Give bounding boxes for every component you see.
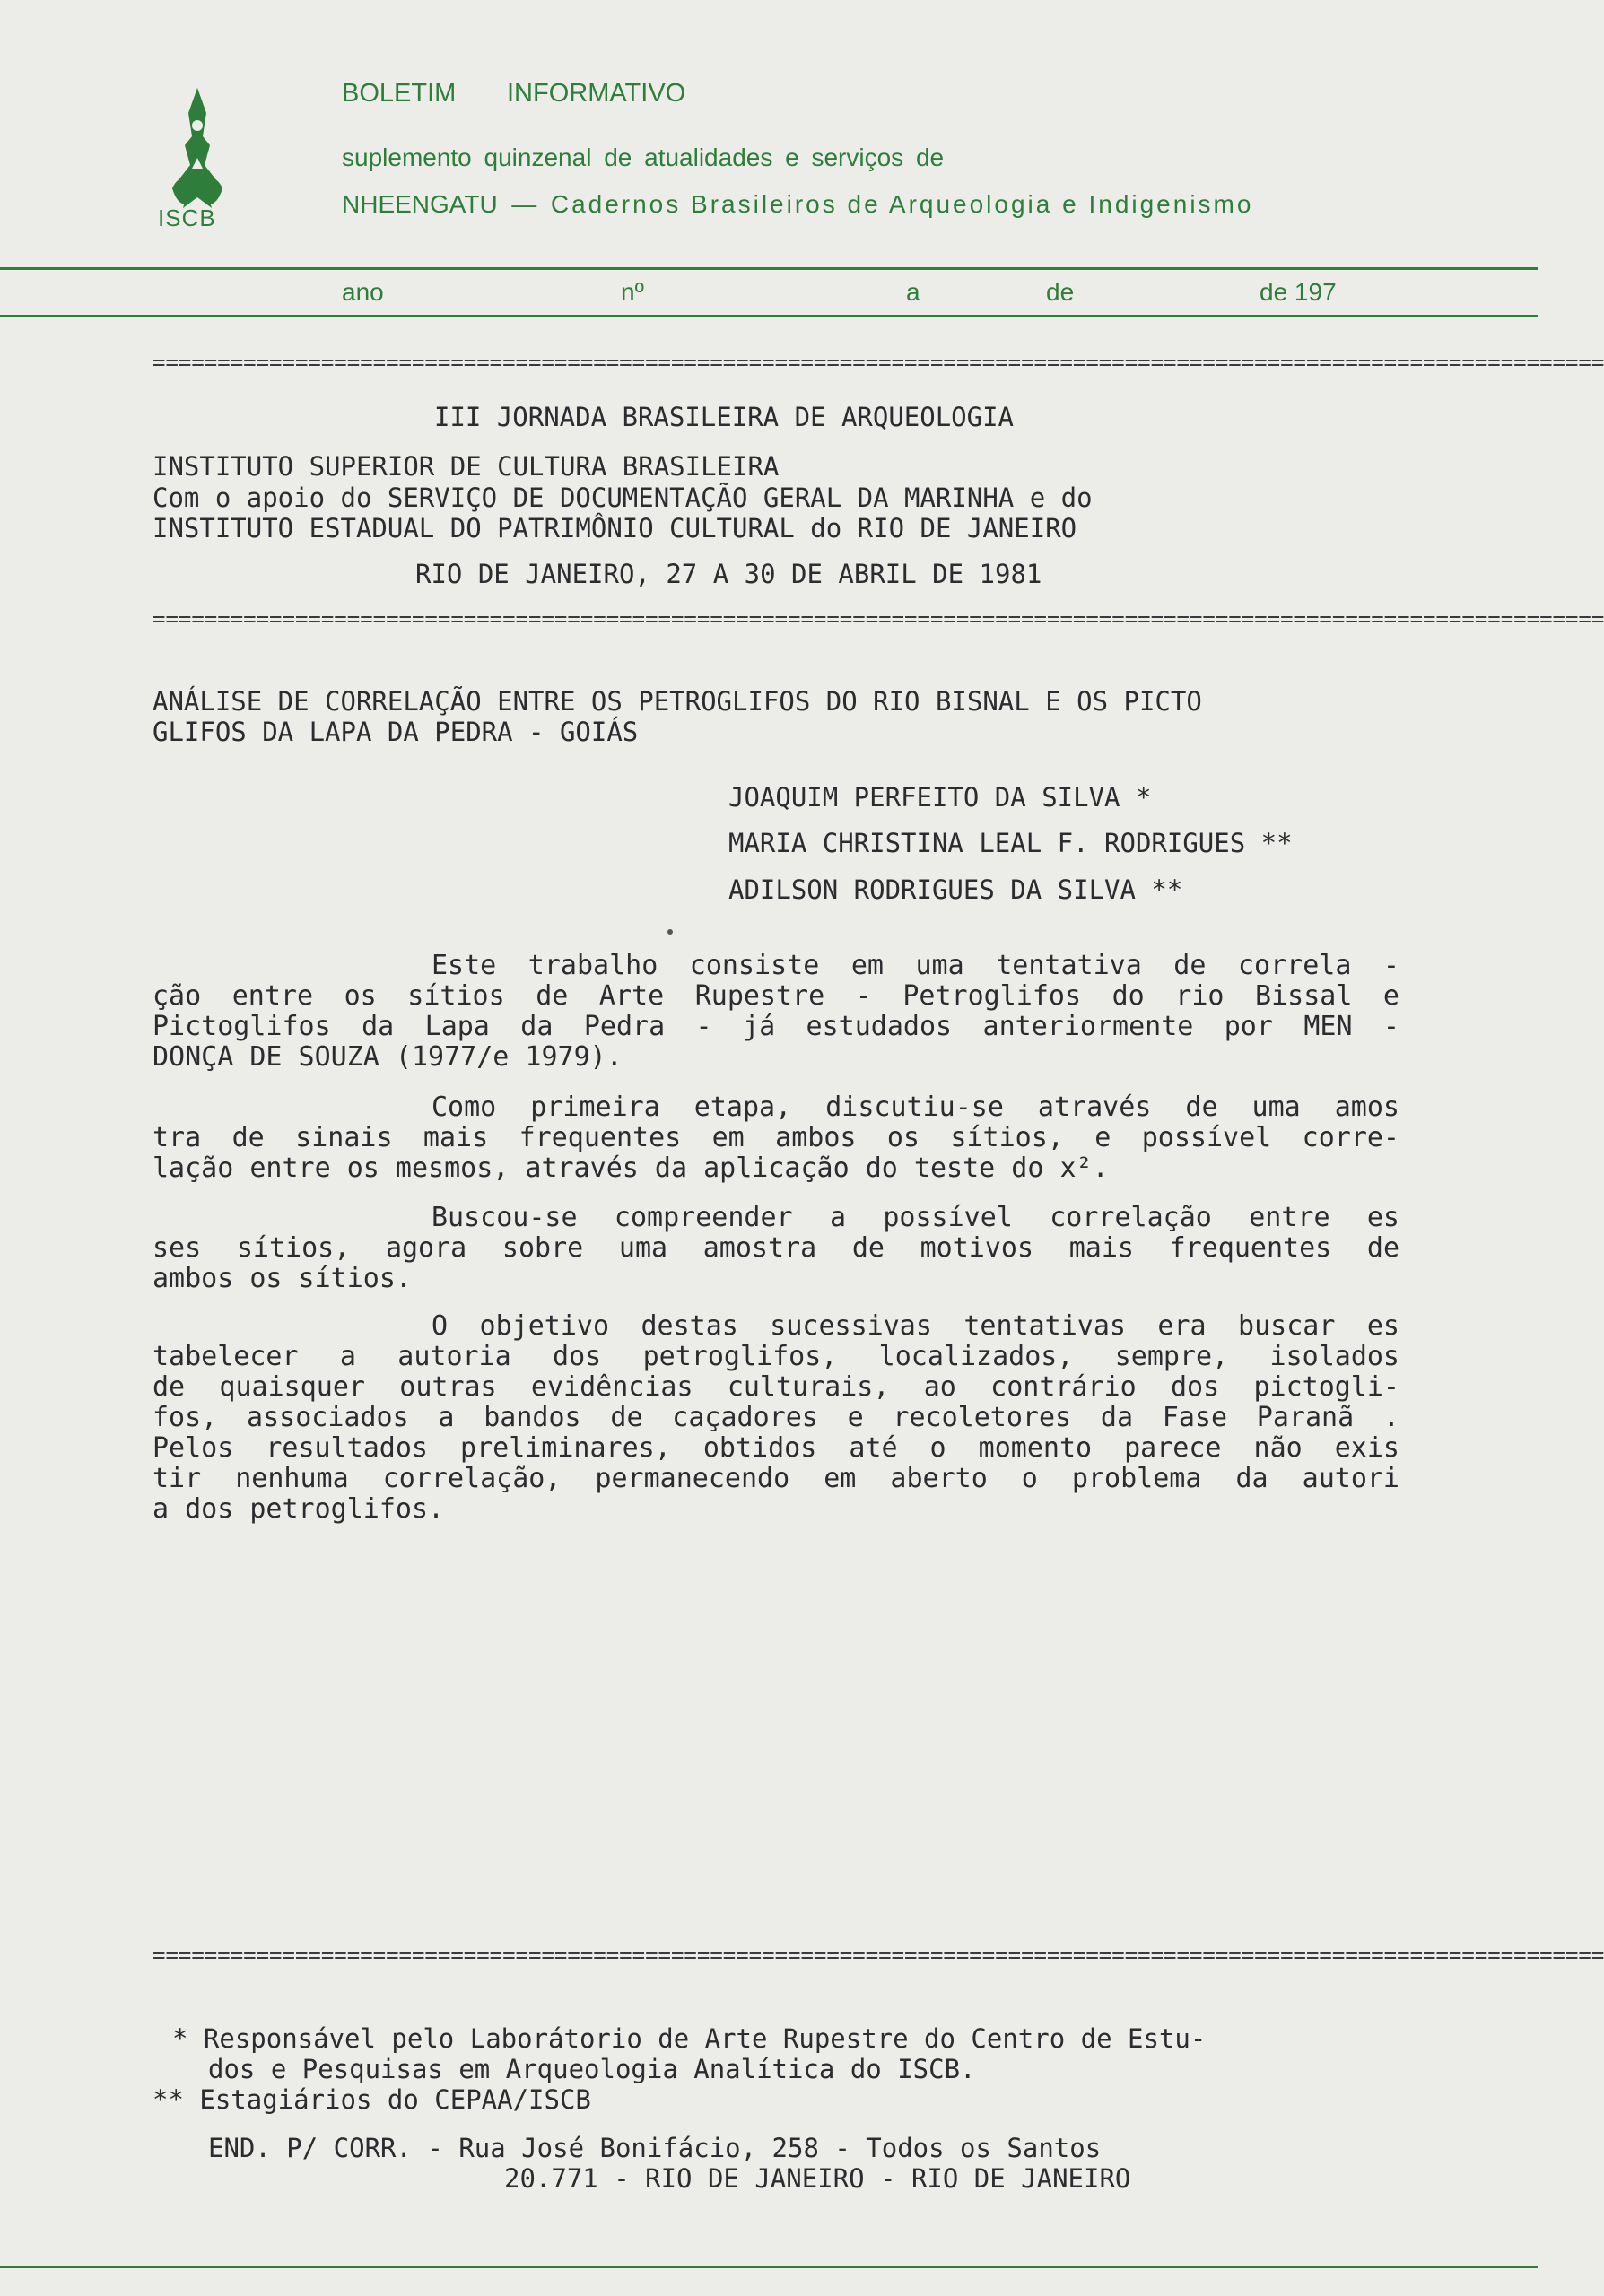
event-place-date: RIO DE JANEIRO, 27 A 30 DE ABRIL DE 1981 — [415, 559, 1042, 589]
meta-numero: nº — [621, 278, 644, 306]
separator-line: ================================================================================================================ — [153, 606, 1604, 631]
publication-line — [342, 190, 1253, 219]
author: MARIA CHRISTINA LEAL F. RODRIGUES ** — [728, 828, 1293, 858]
footnote-2: ** Estagiários do CEPAA/ISCB — [153, 2084, 591, 2115]
meta-de: de — [1046, 278, 1075, 306]
event-institute: INSTITUTO SUPERIOR DE CULTURA BRASILEIRA — [153, 451, 780, 482]
paragraph-line: Pictoglifos da Lapa da Pedra - já estudados anteriormente por MEN - — [153, 1011, 1399, 1042]
publication-name: NHEENGATU — [342, 190, 498, 218]
bulletin-subtitle: suplemento quinzenal de atualidades e serviços de — [342, 144, 945, 171]
footnote-1-line-1: * Responsável pelo Laborátorio de Arte Rupestre do Centro de Estu- — [172, 2023, 1207, 2054]
paragraph-line: tir nenhuma correlação, permanecendo em aberto o problema da autori — [153, 1463, 1399, 1494]
event-support-line-2: INSTITUTO ESTADUAL DO PATRIMÔNIO CULTURAL do RIO DE JANEIRO — [153, 513, 1077, 544]
publication-dash: — — [511, 190, 537, 218]
paragraph-line: ambos os sítios. — [153, 1263, 412, 1294]
header-rule-bottom — [0, 315, 1538, 317]
author: ADILSON RODRIGUES DA SILVA ** — [728, 874, 1183, 905]
paragraph-2 — [153, 1092, 1399, 1184]
paragraph-line: Buscou-se compreender a possível correlação entre es — [432, 1202, 1399, 1233]
paragraph-line: DONÇA DE SOUZA (1977/e 1979). — [153, 1041, 623, 1073]
separator-line: ================================================================================================================ — [153, 350, 1604, 375]
paragraph-1 — [153, 951, 1399, 1073]
paragraph-line: tabelecer a autoria dos petroglifos, localizados, sempre, isolados — [153, 1341, 1399, 1372]
address-line-2: 20.771 - RIO DE JANEIRO - RIO DE JANEIRO — [504, 2163, 1131, 2194]
paragraph-line: lação entre os mesmos, através da aplicação do teste do x². — [153, 1152, 1109, 1184]
paragraph-line: ses sítios, agora sobre uma amostra de motivos mais frequentes de — [153, 1232, 1399, 1264]
paragraph-line: a dos petroglifos. — [153, 1493, 445, 1525]
paragraph-line: ção entre os sítios de Arte Rupestre - Petroglifos do rio Bissal e — [153, 980, 1399, 1012]
article-title-line-2: GLIFOS DA LAPA DA PEDRA - GOIÁS — [153, 717, 639, 747]
paragraph-line: de quaisquer outras evidências culturais, ao contrário dos pictogli- — [153, 1371, 1399, 1403]
bulletin-word-2: INFORMATIVO — [507, 79, 686, 108]
paragraph-line: O objetivo destas sucessivas tentativas era buscar es — [432, 1310, 1399, 1342]
bulletin-word-1: BOLETIM — [342, 79, 457, 108]
paragraph-line: Pelos resultados preliminares, obtidos até o momento parece não exis — [153, 1432, 1399, 1464]
author: JOAQUIM PERFEITO DA SILVA * — [728, 782, 1152, 813]
event-title: III JORNADA BRASILEIRA DE ARQUEOLOGIA — [434, 402, 1015, 432]
header-rule-top — [0, 267, 1538, 270]
event-support-line-1: Com o apoio do SERVIÇO DE DOCUMENTAÇÃO GERAL DA MARINHA e do — [153, 483, 1093, 513]
paragraph-line: Como primeira etapa, discutiu-se através de uma amos — [432, 1091, 1399, 1123]
logo-text: ISCB — [158, 204, 216, 231]
address-line-1: END. P/ CORR. - Rua José Bonifácio, 258 - Todos os Santos — [208, 2133, 1102, 2163]
separator-line: ================================================================================================================ — [153, 1943, 1604, 1968]
footnote-1-line-2: dos e Pesquisas em Arqueologia Analítica do ISCB. — [208, 2054, 976, 2084]
footer-rule — [0, 2266, 1538, 2268]
paragraph-line: Este trabalho consiste em uma tentativa de correla - — [432, 950, 1399, 981]
paragraph-line: fos, associados a bandos de caçadores e recoletores da Fase Paranã . — [153, 1402, 1399, 1433]
meta-ano: ano — [342, 278, 384, 306]
meta-a: a — [906, 278, 920, 306]
paragraph-line: tra de sinais mais frequentes em ambos os sítios, e possível corre- — [153, 1122, 1399, 1153]
paragraph-3 — [153, 1203, 1399, 1294]
article-title-line-1: ANÁLISE DE CORRELAÇÃO ENTRE OS PETROGLIFOS DO RIO BISNAL E OS PICTO — [153, 686, 1202, 717]
meta-year: de 197 — [1260, 278, 1337, 306]
publication-rest: Cadernos Brasileiros de Arqueologia e Indigenismo — [550, 190, 1254, 218]
paragraph-4 — [153, 1311, 1399, 1525]
bullet-dot — [667, 929, 673, 935]
